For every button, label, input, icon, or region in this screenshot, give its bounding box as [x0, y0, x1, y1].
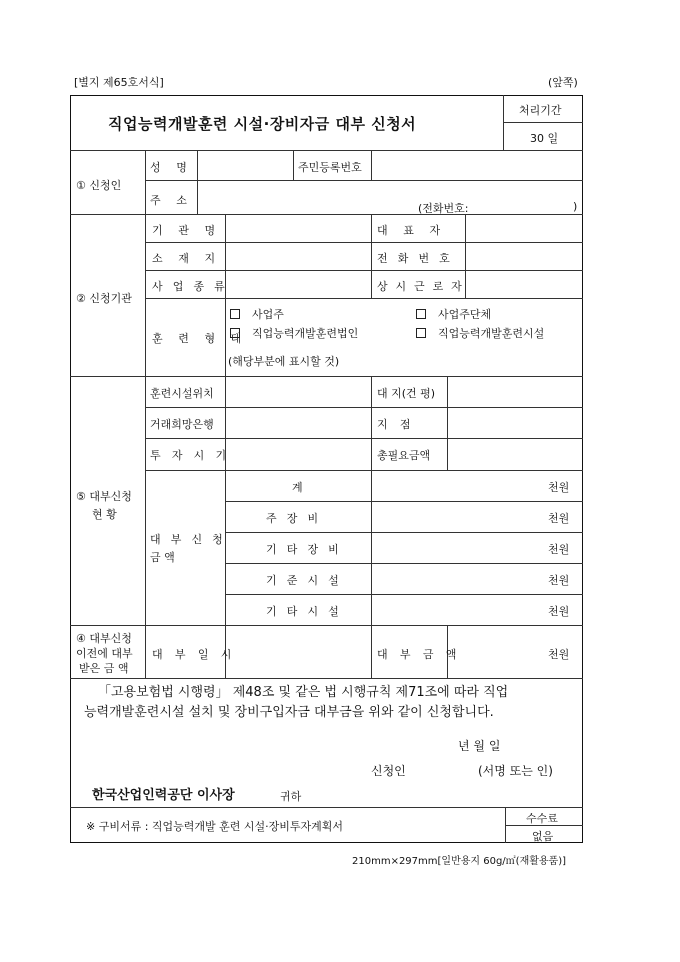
- institution-phone-label: 전 화 번 호: [377, 252, 454, 265]
- institution-name-label: 기 관 명: [152, 224, 222, 237]
- prior-loan-section-label: ④ 대부신청: [76, 632, 132, 645]
- loan-amount-label-2: 금 액: [150, 551, 175, 564]
- business-type-label: 사 업 종 류: [152, 280, 229, 293]
- loan-row-unit: 천원: [548, 512, 570, 525]
- facility-location-label: 훈련시설위치: [150, 387, 214, 400]
- investment-period-label: 투 자 시 기: [150, 449, 230, 462]
- location-label: 소 재 지: [152, 252, 222, 265]
- representative-label: 대 표 자: [377, 224, 447, 237]
- form-title: 직업능력개발훈련 시설·장비자금 대부 신청서: [108, 115, 417, 133]
- loan-row-label: 기 준 시 설: [266, 574, 343, 587]
- checkbox-icon: [230, 328, 240, 338]
- total-required-label: 총필요금액: [377, 449, 431, 462]
- branch-label: 지 점: [377, 418, 415, 431]
- processing-period-label: 처리기간: [519, 104, 562, 117]
- applicant-section-label: ① 신청인: [76, 179, 122, 192]
- option-employer-group[interactable]: 사업주단체: [416, 306, 491, 322]
- loan-amount-prior-unit: 천원: [548, 648, 570, 661]
- loan-row-unit: 천원: [548, 605, 570, 618]
- address-label: 주 소: [150, 194, 193, 207]
- form-number: [별지 제65호서식]: [74, 76, 164, 89]
- sign-label: (서명 또는 인): [478, 764, 553, 778]
- loan-row-unit: 천원: [548, 543, 570, 556]
- prior-loan-section-label-2: 이전에 대부: [76, 647, 133, 660]
- loan-amount-prior-label: 대 부 금 액: [377, 648, 461, 661]
- paper-spec-footer: 210mm×297mm[일반용지 60g/㎡(재활용품)]: [352, 856, 567, 867]
- applicant-sign-label: 신청인: [371, 764, 406, 778]
- prior-loan-section-label-3: 받은 금 액: [79, 662, 129, 675]
- option-training-corp[interactable]: 직업능력개발훈련법인: [230, 325, 358, 341]
- fee-label: 수수료: [526, 812, 558, 825]
- statement-line-1: 「고용보험법 시행령」 제48조 및 같은 법 시행규칙 제71조에 따라 직업: [98, 685, 509, 700]
- loan-status-section-label-2: 현 황: [92, 508, 117, 521]
- statement-line-2: 능력개발훈련시설 설치 및 장비구입자금 대부금을 위와 같이 신청합니다.: [84, 705, 494, 720]
- date-line: 년 월 일: [458, 739, 501, 753]
- loan-row-label: 기 타 시 설: [266, 605, 343, 618]
- loan-row-label: 기 타 장 비: [266, 543, 343, 556]
- loan-row-unit: 천원: [548, 574, 570, 587]
- loan-date-label: 대 부 일 시: [152, 648, 236, 661]
- bank-label: 거래희망은행: [150, 418, 214, 431]
- rrn-label: 주민등록번호: [298, 161, 362, 174]
- form-frame: [70, 95, 583, 843]
- processing-period-value: 30 일: [530, 132, 559, 145]
- checkbox-icon: [416, 309, 426, 319]
- loan-status-section-label: ⑤ 대부신청: [76, 490, 132, 503]
- option-training-facility[interactable]: 직업능력개발훈련시설: [416, 325, 544, 341]
- training-type-note: (해당부분에 표시할 것): [228, 355, 340, 368]
- loan-amount-label: 대 부 신 청: [150, 533, 227, 546]
- attachments-note: ※ 구비서류 : 직업능력개발 훈련 시설·장비투자계획서: [86, 820, 344, 833]
- option-employer[interactable]: 사업주: [230, 306, 284, 322]
- fee-value: 없음: [532, 830, 554, 843]
- page-side-label: (앞쪽): [548, 76, 578, 89]
- loan-row-label: 계: [292, 481, 303, 494]
- checkbox-icon: [416, 328, 426, 338]
- employees-label: 상 시 근 로 자: [377, 280, 464, 293]
- phone-open-label: (전화번호:: [418, 202, 469, 215]
- phone-close-label: ): [573, 200, 578, 213]
- checkbox-icon: [230, 309, 240, 319]
- loan-row-unit: 천원: [548, 481, 570, 494]
- loan-row-label: 주 장 비: [266, 512, 322, 525]
- training-type-label: 훈 련 형 태: [152, 332, 248, 345]
- recipient-suffix: 귀하: [280, 790, 302, 803]
- recipient: 한국산업인력공단 이사장: [92, 788, 235, 803]
- name-label: 성 명: [150, 161, 193, 174]
- land-label: 대 지(건 평): [377, 387, 436, 400]
- institution-section-label: ② 신청기관: [76, 292, 132, 305]
